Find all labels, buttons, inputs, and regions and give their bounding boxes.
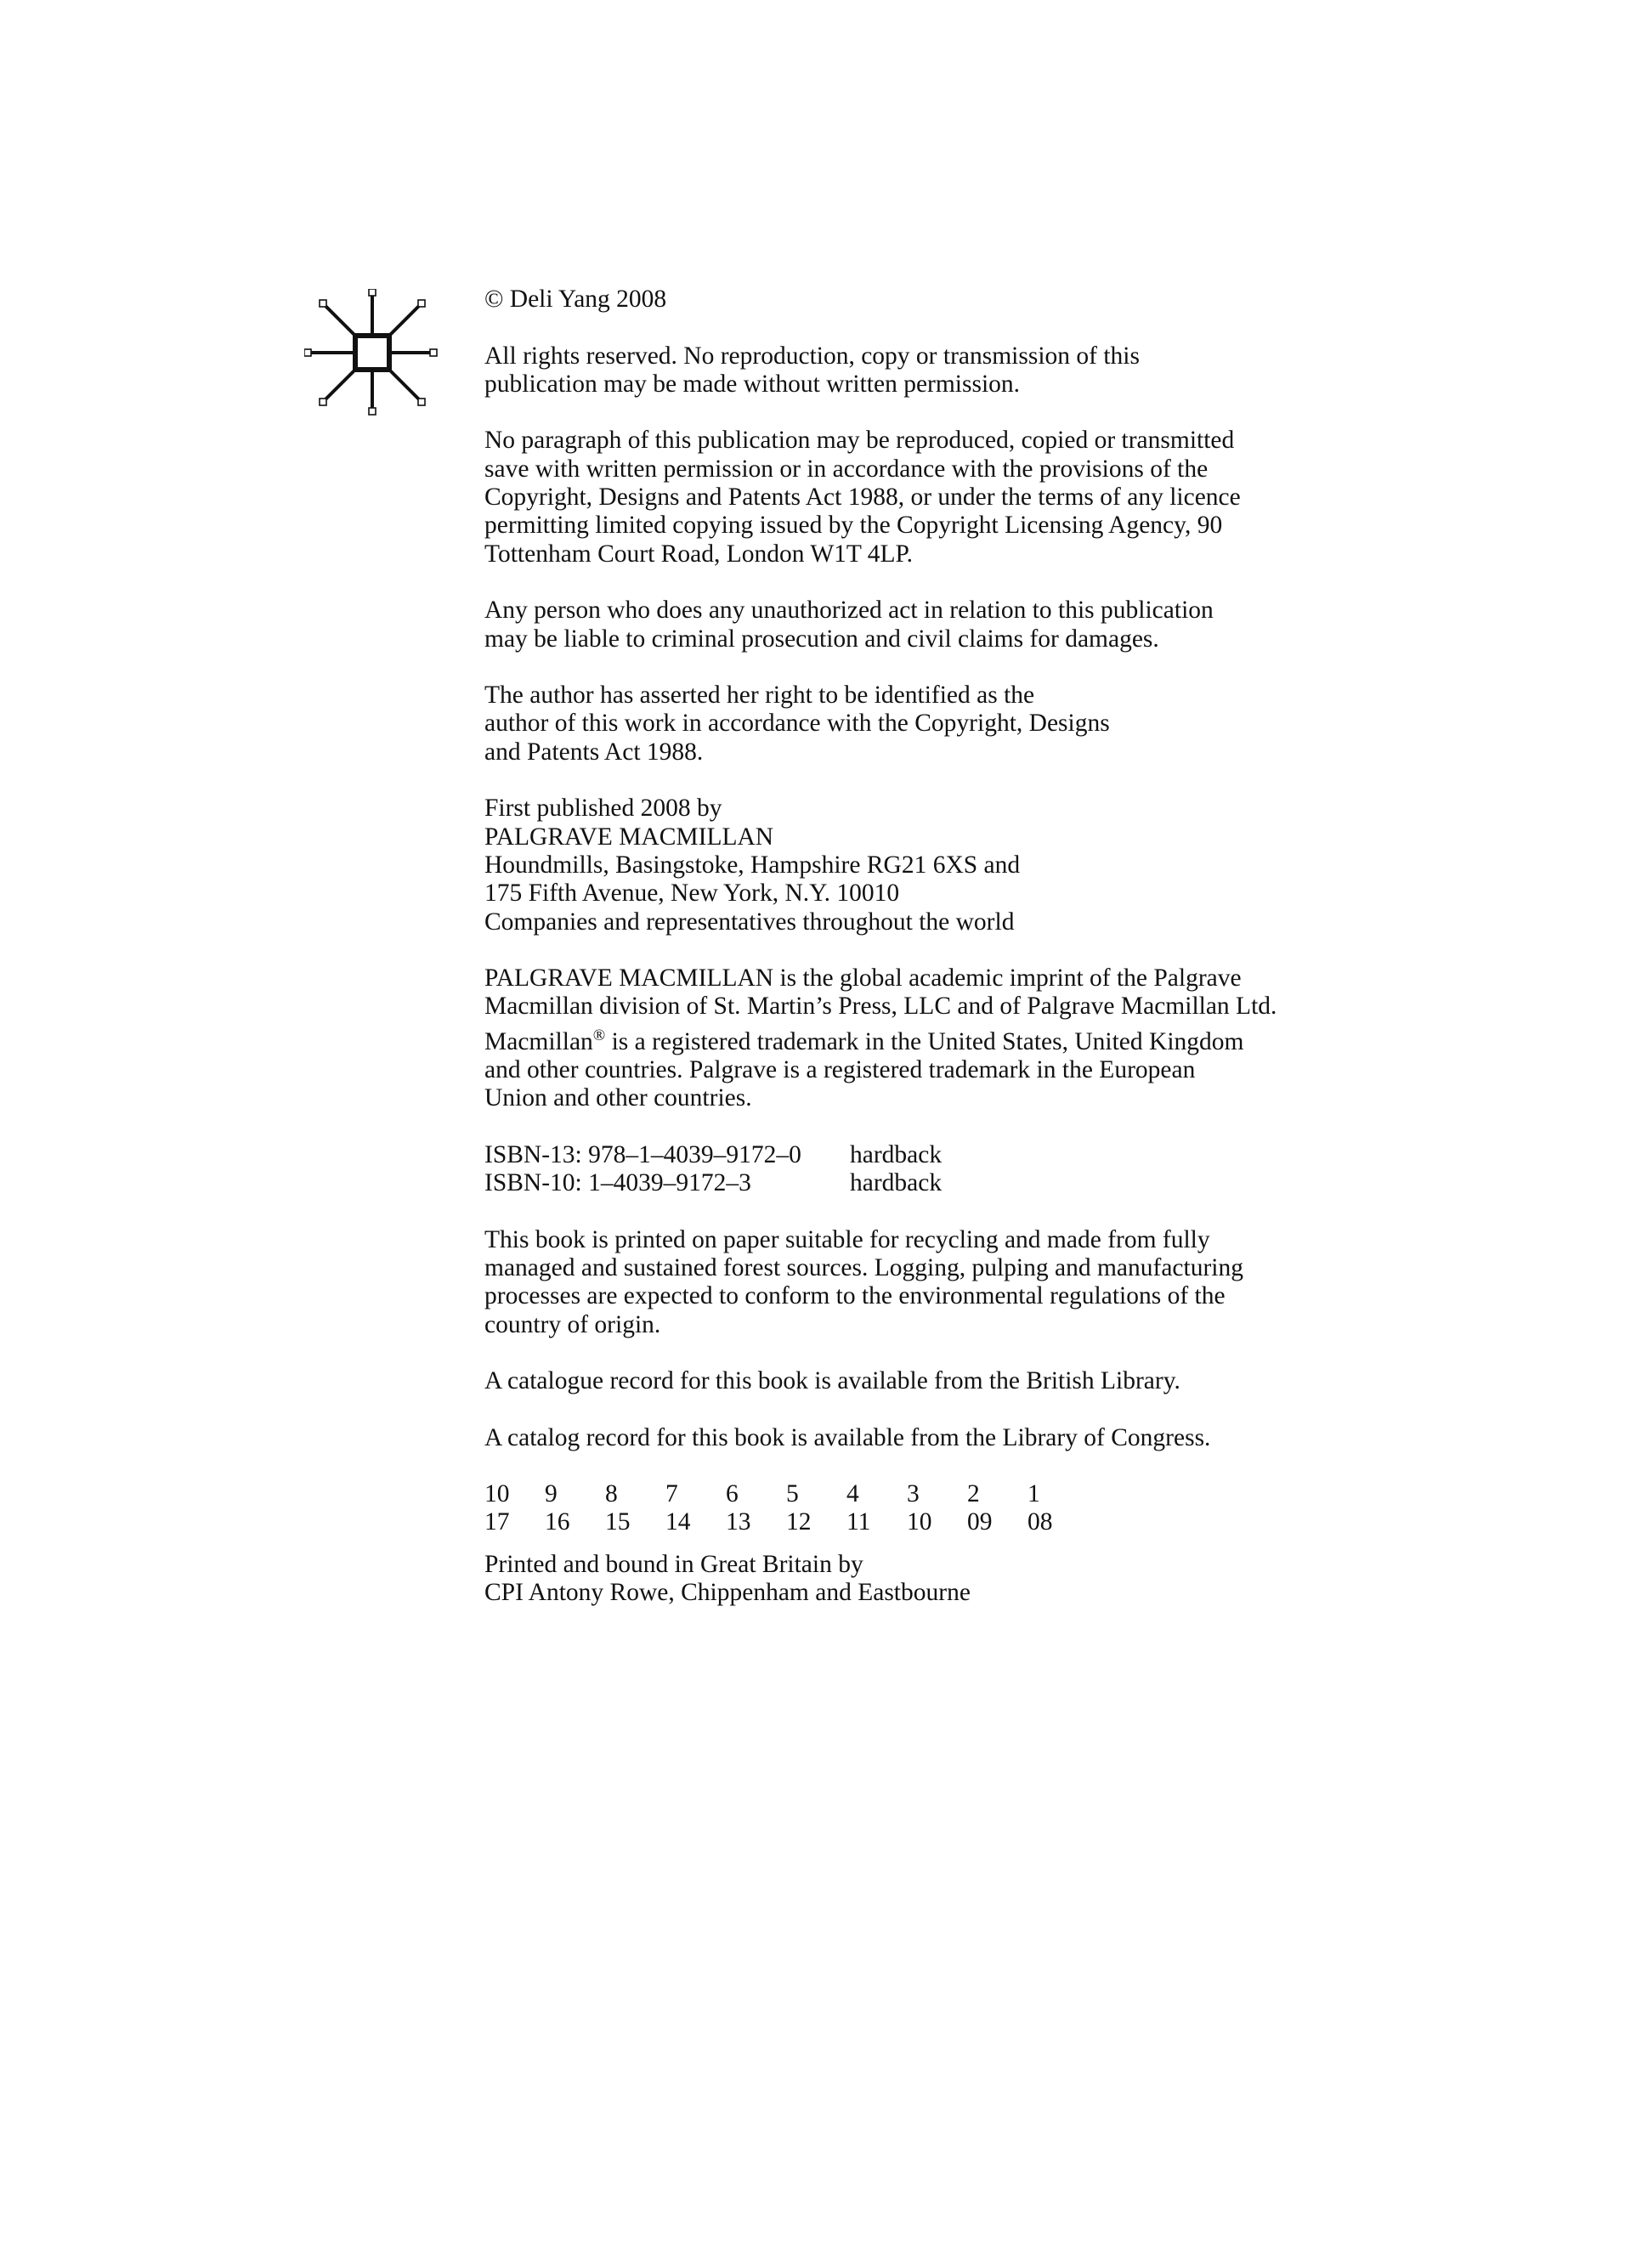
year-number: 17: [484, 1508, 510, 1536]
text-fragment: is a registered trademark in the United States, United Kingdom: [605, 1027, 1244, 1055]
text-line: Companies and representatives throughout the world: [484, 908, 1015, 936]
text-line: PALGRAVE MACMILLAN is the global academic imprint of the Palgrave: [484, 964, 1242, 993]
printer-paragraph: [484, 1551, 1428, 1608]
copyright-text-block: [484, 286, 1428, 1635]
author-rights-paragraph: [484, 682, 1428, 766]
british-library-paragraph: [484, 1367, 1428, 1395]
text-line: Any person who does any unauthorized act in relation to this publication: [484, 597, 1214, 625]
print-number: 5: [786, 1480, 799, 1507]
isbn-format: hardback: [850, 1140, 943, 1168]
year-number: 10: [907, 1508, 932, 1536]
trademark-name: Macmillan: [484, 1027, 593, 1055]
text-line: The author has asserted her right to be identified as the: [484, 682, 1035, 710]
text-line: save with written permission or in accordance with the provisions of the: [484, 455, 1209, 483]
print-number: 4: [846, 1480, 859, 1507]
year-number: 14: [665, 1508, 691, 1536]
text-line: processes are expected to conform to the environmental regulations of the: [484, 1282, 1226, 1310]
text-line: managed and sustained forest sources. Logging, pulping and manufacturing: [484, 1253, 1243, 1281]
unauthorized-act-paragraph: [484, 597, 1428, 653]
print-number: 2: [967, 1480, 980, 1507]
year-number: 08: [1027, 1508, 1053, 1536]
text-line: author of this work in accordance with the Copyright, Designs: [484, 710, 1110, 738]
rights-reserved-paragraph: [484, 342, 1428, 399]
year-number: 12: [786, 1508, 812, 1536]
print-number: 1: [1027, 1480, 1040, 1507]
copyright-line: © Deli Yang 2008: [484, 286, 667, 313]
print-number: 3: [907, 1480, 920, 1507]
text-line: may be liable to criminal prosecution and civil claims for damages.: [484, 625, 1159, 653]
text-line: Copyright, Designs and Patents Act 1988, or under the terms of any licence: [484, 484, 1241, 512]
text-line: [484, 1021, 1428, 1056]
text-line: Tottenham Court Road, London W1T 4LP.: [484, 540, 914, 568]
text-line: and other countries. Palgrave is a registered trademark in the European: [484, 1055, 1196, 1083]
printer-name: CPI Antony Rowe, Chippenham and Eastbourne: [484, 1578, 971, 1606]
publisher-paragraph: [484, 795, 1428, 936]
publisher-address: 175 Fifth Avenue, New York, N.Y. 10010: [484, 879, 900, 908]
year-number: 13: [726, 1508, 751, 1536]
year-number: 09: [967, 1508, 993, 1536]
publisher-address: Houndmills, Basingstoke, Hampshire RG21 6XS and: [484, 851, 1021, 879]
print-number: 7: [665, 1480, 678, 1507]
text-line: and Patents Act 1988.: [484, 738, 704, 766]
year-number: 15: [605, 1508, 631, 1536]
year-number: 16: [545, 1508, 570, 1536]
copyright-notice: [484, 286, 1428, 314]
text-line: publication may be made without written permission.: [484, 370, 1021, 398]
text-line: First published 2008 by: [484, 795, 722, 823]
year-line-row: [484, 1508, 1428, 1536]
text-line: Union and other countries.: [484, 1084, 752, 1112]
isbn-row: [484, 1169, 1428, 1197]
text-line: country of origin.: [484, 1310, 661, 1338]
text-line: All rights reserved. No reproduction, copy or transmission of this: [484, 342, 1140, 370]
isbn-format: hardback: [850, 1169, 943, 1197]
registered-mark: ®: [592, 1026, 606, 1044]
isbn-row: [484, 1141, 1428, 1169]
isbn-10: ISBN-10: 1–4039–9172–3: [484, 1169, 751, 1197]
print-number: 8: [605, 1480, 618, 1507]
text-line: permitting limited copying issued by the Copyright Licensing Agency, 90: [484, 512, 1223, 540]
print-number: 10: [484, 1480, 510, 1507]
text-line: This book is printed on paper suitable for recycling and made from fully: [484, 1225, 1210, 1253]
text-line: Printed and bound in Great Britain by: [484, 1550, 863, 1578]
print-number: 9: [545, 1480, 558, 1507]
print-line-row: [484, 1480, 1428, 1508]
reproduction-paragraph: [484, 427, 1428, 568]
isbn-block: [484, 1141, 1428, 1198]
printing-numbers: [484, 1480, 1428, 1537]
text-line: A catalog record for this book is available from the Library of Congress.: [484, 1423, 1211, 1451]
publisher-logo-icon: [304, 289, 440, 416]
text-line: Macmillan division of St. Martin’s Press, LLC and of Palgrave Macmillan Ltd.: [484, 993, 1277, 1021]
library-of-congress-paragraph: [484, 1424, 1428, 1452]
isbn-13: ISBN-13: 978–1–4039–9172–0: [484, 1140, 801, 1168]
publisher-name: PALGRAVE MACMILLAN: [484, 823, 774, 851]
print-number: 6: [726, 1480, 739, 1507]
paper-paragraph: [484, 1226, 1428, 1339]
year-number: 11: [846, 1508, 871, 1536]
imprint-paragraph: [484, 964, 1428, 1112]
text-line: No paragraph of this publication may be reproduced, copied or transmitted: [484, 427, 1235, 455]
text-line: A catalogue record for this book is available from the British Library.: [484, 1367, 1180, 1395]
